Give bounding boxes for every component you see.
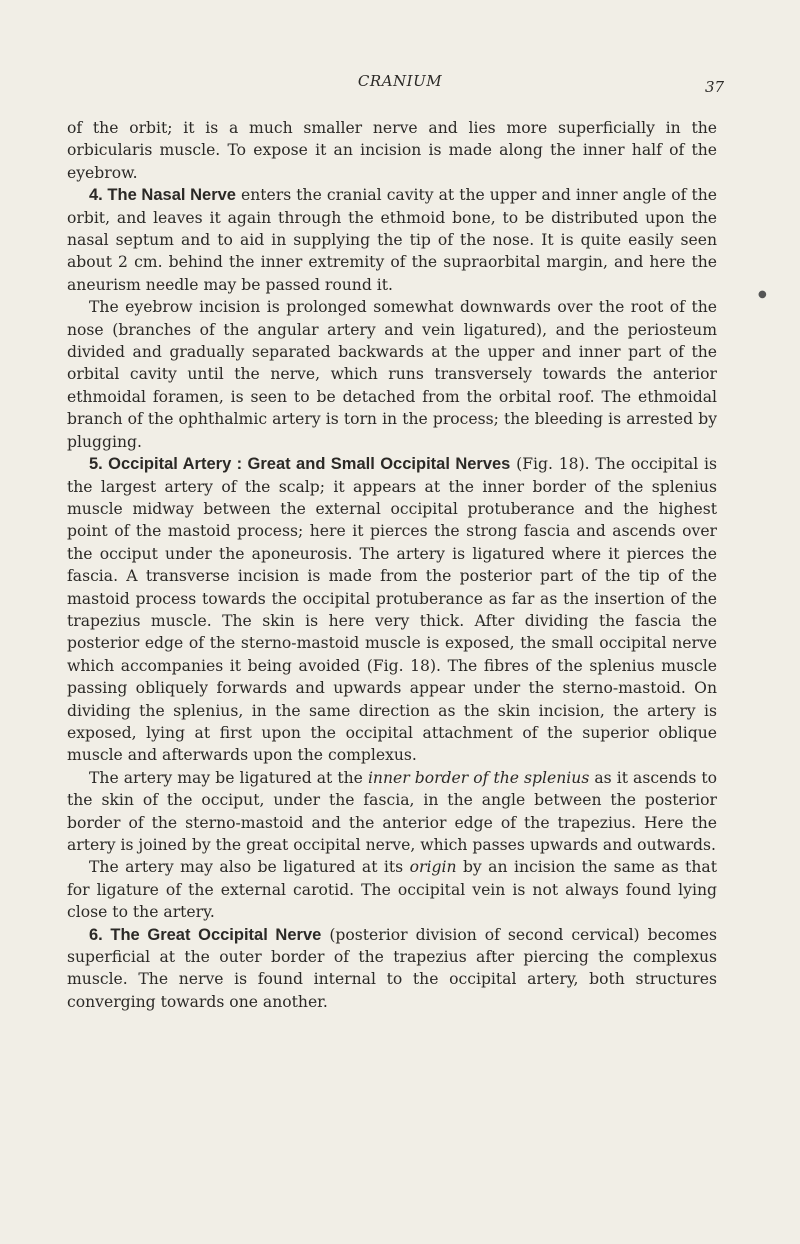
paragraph-text: (posterior division of second cervical) becomes superficial at the outer border of the trapezius after piercing the complexus muscle. The nerve is found internal to the occipital artery, both structures converging towards one another. [67, 925, 717, 1011]
section-heading-great-occipital-nerve: 6. The Great Occipital Nerve [89, 925, 322, 944]
paragraph-occipital-artery [67, 453, 717, 767]
emphasis-inner-border: inner border of the splenius [367, 768, 590, 787]
margin-mark: ● [758, 289, 767, 300]
running-head: CRANIUM [357, 72, 443, 90]
section-heading-occipital-artery: 5. Occipital Artery : Great and Small Occipital Nerves [89, 455, 511, 474]
paragraph-text: The artery may also be ligatured at its [89, 858, 410, 877]
paragraph-orbit-continuation: of the orbit; it is a much smaller nerve and lies more superficially in the orbicularis muscle. To expose it an incision is made along the inner half of the eyebrow. [67, 119, 717, 182]
section-heading-nasal-nerve: 4. The Nasal Nerve [89, 186, 236, 205]
paragraph-ligature-splenius [67, 767, 717, 857]
paragraph-eyebrow-incision: The eyebrow incision is prolonged somewhat downwards over the root of the nose (branches of the angular artery and vein ligatured), and the periosteum divided and gradually separated backwards at the upper and inner part of the orbital cavity until the nerve, which runs transversely towards the anterior ethmoidal foramen, is seen to be detached from the orbital roof. The ethmoidal branch of the ophthalmic artery is torn in the process; the bleeding is arrested by plugging. [67, 298, 717, 451]
emphasis-origin: origin [409, 858, 457, 877]
paragraph-text: (Fig. 18). The occipital is the largest artery of the scalp; it appears at the inner border of the splenius muscle midway between the external occipital protuberance and the highest point of the mastoid process; here it pierces the strong fascia and ascends over the occiput under the aponeurosis. The artery is ligatured where it pierces the fascia. A transverse incision is made from the posterior part of the tip of the mastoid process towards the occipital protuberance as far as the insertion of the trapezius muscle. The skin is here very thick. After dividing the fascia the posterior edge of the sterno-mastoid muscle is exposed, the small occipital nerve which accompanies it being avoided (Fig. 18). The fibres of the splenius muscle passing obliquely forwards and upwards appear under the sterno-mastoid. On dividing the splenius, in the same direction as the skin incision, the artery is exposed, lying at first upon the occipital attachment of the superior oblique muscle and afterwards upon the complexus. [67, 455, 717, 765]
paragraph-great-occipital-nerve [67, 924, 717, 1014]
paragraph-nasal-nerve [67, 184, 717, 296]
paragraph-text: by an incision the same as that for ligature of the external carotid. The occipital vein is not always found lying close to the artery. [67, 858, 717, 922]
paragraph-text: The artery may be ligatured at the [89, 768, 368, 787]
page-number: 37 [705, 78, 725, 96]
body-text [67, 117, 717, 1013]
paragraph-text: as it ascends to the skin of the occiput, under the fascia, in the angle between the posterior border of the sterno-mastoid and the anterior edge of the trapezius. Here the artery is joined by the great occipital nerve, which passes upwards and outwards. [67, 768, 718, 854]
paragraph-text: enters the cranial cavity at the upper and inner angle of the orbit, and leaves it again through the ethmoid bone, to be distributed upon the nasal septum and to aid in supplying the tip of the nose. It is quite easily seen about 2 cm. behind the inner extremity of the supraorbital margin, and here the aneurism needle may be passed round it. [67, 186, 717, 294]
paragraph-ligature-origin [67, 856, 717, 923]
